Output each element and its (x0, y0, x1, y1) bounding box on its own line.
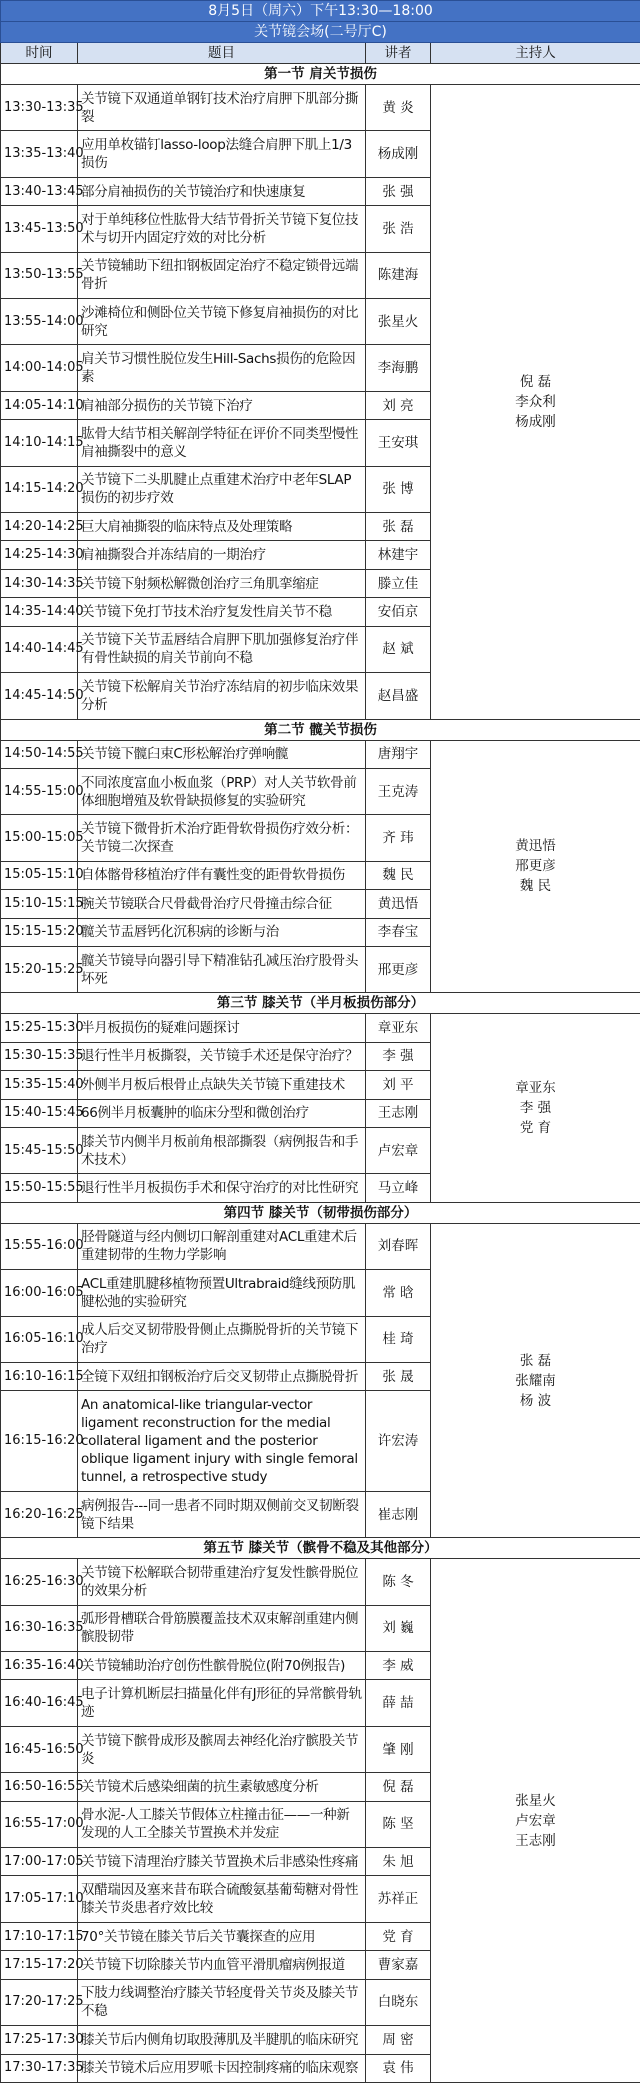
speaker-cell: 刘 平 (366, 1071, 431, 1099)
speaker-cell: 薛 喆 (366, 1680, 431, 1726)
time-cell: 16:00-16:05 (1, 1270, 78, 1316)
time-cell: 16:10-16:15 (1, 1363, 78, 1391)
topic-cell: 不同浓度富血小板血浆（PRP）对人关节软骨前体细胞增殖及软骨缺损修复的实验研究 (78, 768, 366, 814)
time-cell: 15:15-15:20 (1, 918, 78, 946)
speaker-cell: 倪 磊 (366, 1773, 431, 1801)
speaker-cell: 肇 刚 (366, 1726, 431, 1772)
speaker-cell: 王安琪 (366, 420, 431, 466)
speaker-cell: 陈 坚 (366, 1801, 431, 1847)
time-cell: 16:05-16:10 (1, 1316, 78, 1362)
topic-cell: 膝关节镜术后应用罗哌卡因控制疼痛的临床观察 (78, 2054, 366, 2082)
topic-cell: 退行性半月板撕裂，关节镜手术还是保守治疗？ (78, 1042, 366, 1070)
date-line: 8月5日（周六）下午13:30—18:00 (1, 1, 640, 22)
speaker-cell: 唐翔宇 (366, 740, 431, 768)
time-cell: 15:00-15:05 (1, 815, 78, 861)
time-cell: 15:30-15:35 (1, 1042, 78, 1070)
section-title: 第四节 膝关节（韧带损伤部分） (1, 1202, 640, 1223)
time-cell: 16:45-16:50 (1, 1726, 78, 1772)
venue-header-row (1, 22, 640, 43)
topic-cell: 关节镜下免打节技术治疗复发性肩关节不稳 (78, 598, 366, 626)
speaker-cell: 张 磊 (366, 513, 431, 541)
speaker-cell: 魏 民 (366, 861, 431, 889)
time-cell: 13:45-13:50 (1, 206, 78, 252)
topic-cell: 肱骨大结节相关解剖学特征在评价不同类型慢性肩袖撕裂中的意义 (78, 420, 366, 466)
topic-cell: 关节镜下髌骨成形及髌周去神经化治疗髌股关节炎 (78, 1726, 366, 1772)
topic-cell: 关节镜下松解联合韧带重建治疗复发性髌骨脱位的效果分析 (78, 1559, 366, 1605)
topic-cell: 关节镜下关节盂唇结合肩胛下肌加强修复治疗伴有骨性缺损的肩关节前向不稳 (78, 626, 366, 672)
topic-cell: 关节镜下清理治疗膝关节置换术后非感染性疼痛 (78, 1848, 366, 1876)
host-name: 杨成刚 (515, 413, 556, 430)
topic-cell: 退行性半月板损伤手术和保守治疗的对比性研究 (78, 1174, 366, 1202)
date-header-row (1, 1, 640, 22)
time-cell: 16:55-17:00 (1, 1801, 78, 1847)
time-cell: 17:10-17:15 (1, 1922, 78, 1950)
topic-cell: 半月板损伤的疑难问题探讨 (78, 1014, 366, 1042)
host-name: 卢宏章 (515, 1812, 556, 1829)
host-name: 张 磊 (519, 1352, 552, 1369)
speaker-cell: 王志刚 (366, 1099, 431, 1127)
speaker-cell: 马立峰 (366, 1174, 431, 1202)
host-name: 章亚东 (515, 1080, 556, 1097)
speaker-cell: 崔志刚 (366, 1491, 431, 1537)
topic-cell: 成人后交叉韧带股骨侧止点撕脱骨折的关节镜下治疗 (78, 1316, 366, 1362)
host-cell (431, 1559, 640, 2083)
topic-cell: 巨大肩袖撕裂的临床特点及处理策略 (78, 513, 366, 541)
topic-cell: 关节镜下切除膝关节内血管平滑肌瘤病例报道 (78, 1951, 366, 1979)
column-header-host: 主持人 (431, 43, 640, 64)
time-cell: 14:30-14:35 (1, 569, 78, 597)
topic-cell: 弧形骨槽联合骨筋膜覆盖技术双束解剖重建内侧髌股韧带 (78, 1605, 366, 1651)
topic-cell: 腕关节镜联合尺骨截骨治疗尺骨撞击综合征 (78, 890, 366, 918)
column-header-topic: 题目 (78, 43, 366, 64)
speaker-cell: 张 强 (366, 177, 431, 205)
column-header-time: 时间 (1, 43, 78, 64)
column-header-row (1, 43, 640, 64)
time-cell: 16:25-16:30 (1, 1559, 78, 1605)
speaker-cell: 黄迅悟 (366, 890, 431, 918)
section-title: 第一节 肩关节损伤 (1, 64, 640, 85)
speaker-cell: 黄 炎 (366, 85, 431, 131)
time-cell: 15:05-15:10 (1, 861, 78, 889)
topic-cell: 70°关节镜在膝关节后关节囊探查的应用 (78, 1922, 366, 1950)
time-cell: 15:35-15:40 (1, 1071, 78, 1099)
time-cell: 17:25-17:30 (1, 2026, 78, 2054)
venue-line: 关节镜会场(二号厅C) (1, 22, 640, 43)
host-name: 李众利 (515, 393, 556, 410)
host-name: 王志刚 (515, 1832, 556, 1849)
schedule-row (1, 1559, 640, 1605)
time-cell: 14:35-14:40 (1, 598, 78, 626)
topic-cell: 下肢力线调整治疗膝关节轻度骨关节炎及膝关节不稳 (78, 1979, 366, 2025)
topic-cell: 关节镜术后感染细菌的抗生素敏感度分析 (78, 1773, 366, 1801)
time-cell: 17:15-17:20 (1, 1951, 78, 1979)
speaker-cell: 张 博 (366, 466, 431, 512)
topic-cell: 沙滩椅位和侧卧位关节镜下修复肩袖损伤的对比研究 (78, 299, 366, 345)
host-cell (431, 1223, 640, 1537)
speaker-cell: 陈建海 (366, 252, 431, 298)
topic-cell: 髋关节盂唇钙化沉积病的诊断与治 (78, 918, 366, 946)
speaker-cell: 党 育 (366, 1922, 431, 1950)
speaker-cell: 王克涛 (366, 768, 431, 814)
topic-cell: 全镜下双纽扣钢板治疗后交叉韧带止点撕脱骨折 (78, 1363, 366, 1391)
schedule-row (1, 1014, 640, 1042)
speaker-cell: 曹家嘉 (366, 1951, 431, 1979)
topic-cell: 关节镜下双通道单钢钉技术治疗肩胛下肌部分撕裂 (78, 85, 366, 131)
topic-cell: 外侧半月板后根骨止点缺失关节镜下重建技术 (78, 1071, 366, 1099)
topic-cell: 电子计算机断层扫描量化伴有J形征的异常髌骨轨迹 (78, 1680, 366, 1726)
topic-cell: 病例报告---同一患者不同时期双侧前交叉韧断裂镜下结果 (78, 1491, 366, 1537)
time-cell: 13:50-13:55 (1, 252, 78, 298)
host-name: 魏 民 (519, 878, 552, 895)
time-cell: 16:30-16:35 (1, 1605, 78, 1651)
time-cell: 17:00-17:05 (1, 1848, 78, 1876)
speaker-cell: 刘 巍 (366, 1605, 431, 1651)
speaker-cell: 袁 伟 (366, 2054, 431, 2082)
host-name: 邢更彦 (515, 858, 556, 875)
time-cell: 15:25-15:30 (1, 1014, 78, 1042)
host-name: 李 强 (519, 1100, 552, 1117)
speaker-cell: 赵 斌 (366, 626, 431, 672)
host-name: 张耀南 (515, 1372, 556, 1389)
speaker-cell: 齐 玮 (366, 815, 431, 861)
speaker-cell: 章亚东 (366, 1014, 431, 1042)
time-cell: 16:20-16:25 (1, 1491, 78, 1537)
topic-cell: An anatomical-like triangular-vector ligament reconstruction for the medial collateral ligament and the posterior oblique ligament injury with single femoral tunnel, a retrospective study (78, 1391, 366, 1491)
time-cell: 14:20-14:25 (1, 513, 78, 541)
speaker-cell: 邢更彦 (366, 946, 431, 992)
topic-cell: 关节镜下松解肩关节治疗冻结肩的初步临床效果分析 (78, 673, 366, 719)
speaker-cell: 李海鹏 (366, 345, 431, 391)
speaker-cell: 杨成刚 (366, 131, 431, 177)
speaker-cell: 张 晟 (366, 1363, 431, 1391)
time-cell: 13:40-13:45 (1, 177, 78, 205)
time-cell: 15:40-15:45 (1, 1099, 78, 1127)
speaker-cell: 桂 琦 (366, 1316, 431, 1362)
time-cell: 17:20-17:25 (1, 1979, 78, 2025)
speaker-cell: 白晓东 (366, 1979, 431, 2025)
speaker-cell: 常 晗 (366, 1270, 431, 1316)
host-name: 杨 波 (519, 1392, 552, 1409)
speaker-cell: 苏祥正 (366, 1876, 431, 1922)
speaker-cell: 李春宝 (366, 918, 431, 946)
topic-cell: ACL重建肌腱移植物预置Ultrabraid缝线预防肌腱松弛的实验研究 (78, 1270, 366, 1316)
time-cell: 13:30-13:35 (1, 85, 78, 131)
schedule-row (1, 85, 640, 131)
time-cell: 14:25-14:30 (1, 541, 78, 569)
section-header-row (1, 1202, 640, 1223)
speaker-cell: 朱 旭 (366, 1848, 431, 1876)
time-cell: 15:50-15:55 (1, 1174, 78, 1202)
topic-cell: 骨水泥-人工膝关节假体立柱撞击征——一种新发现的人工全膝关节置换术并发症 (78, 1801, 366, 1847)
time-cell: 15:20-15:25 (1, 946, 78, 992)
time-cell: 16:40-16:45 (1, 1680, 78, 1726)
section-header-row (1, 64, 640, 85)
topic-cell: 关节镜下微骨折术治疗距骨软骨损伤疗效分析：关节镜二次探查 (78, 815, 366, 861)
topic-cell: 髋关节镜导向器引导下精准钻孔减压治疗股骨头坏死 (78, 946, 366, 992)
topic-cell: 应用单枚锚钉lasso-loop法缝合肩胛下肌上1/3损伤 (78, 131, 366, 177)
speaker-cell: 许宏涛 (366, 1391, 431, 1491)
time-cell: 14:15-14:20 (1, 466, 78, 512)
speaker-cell: 刘 亮 (366, 391, 431, 419)
speaker-cell: 卢宏章 (366, 1127, 431, 1173)
section-title: 第三节 膝关节（半月板损伤部分） (1, 993, 640, 1014)
section-header-row (1, 993, 640, 1014)
speaker-cell: 赵昌盛 (366, 673, 431, 719)
topic-cell: 关节镜下射频松解微创治疗三角肌挛缩症 (78, 569, 366, 597)
topic-cell: 对于单纯移位性肱骨大结节骨折关节镜下复位技术与切开内固定疗效的对比分析 (78, 206, 366, 252)
topic-cell: 66例半月板囊肿的临床分型和微创治疗 (78, 1099, 366, 1127)
speaker-cell: 滕立佳 (366, 569, 431, 597)
time-cell: 16:35-16:40 (1, 1652, 78, 1680)
time-cell: 15:10-15:15 (1, 890, 78, 918)
topic-cell: 肩袖部分损伤的关节镜下治疗 (78, 391, 366, 419)
topic-cell: 自体髂骨移植治疗伴有囊性变的距骨软骨损伤 (78, 861, 366, 889)
topic-cell: 肩关节习惯性脱位发生Hill-Sachs损伤的危险因素 (78, 345, 366, 391)
time-cell: 15:55-16:00 (1, 1223, 78, 1269)
topic-cell: 双醋瑞因及塞来昔布联合硫酸氨基葡萄糖对骨性膝关节炎患者疗效比较 (78, 1876, 366, 1922)
time-cell: 14:45-14:50 (1, 673, 78, 719)
host-cell (431, 85, 640, 720)
section-title: 第五节 膝关节（髌骨不稳及其他部分） (1, 1538, 640, 1559)
host-cell (431, 740, 640, 993)
topic-cell: 关节镜辅助治疗创伤性髌骨脱位(附70例报告) (78, 1652, 366, 1680)
schedule-row (1, 740, 640, 768)
speaker-cell: 周 密 (366, 2026, 431, 2054)
time-cell: 15:45-15:50 (1, 1127, 78, 1173)
speaker-cell: 张 浩 (366, 206, 431, 252)
speaker-cell: 陈 冬 (366, 1559, 431, 1605)
topic-cell: 膝关节后内侧角切取股薄肌及半腱肌的临床研究 (78, 2026, 366, 2054)
time-cell: 14:05-14:10 (1, 391, 78, 419)
section-header-row (1, 719, 640, 740)
topic-cell: 关节镜辅助下纽扣钢板固定治疗不稳定锁骨远端骨折 (78, 252, 366, 298)
time-cell: 17:30-17:35 (1, 2054, 78, 2082)
time-cell: 14:10-14:15 (1, 420, 78, 466)
column-header-speaker: 讲者 (366, 43, 431, 64)
topic-cell: 胫骨隧道与经内侧切口解剖重建对ACL重建术后重建韧带的生物力学影响 (78, 1223, 366, 1269)
time-cell: 14:40-14:45 (1, 626, 78, 672)
time-cell: 14:55-15:00 (1, 768, 78, 814)
speaker-cell: 李 威 (366, 1652, 431, 1680)
section-title: 第二节 髋关节损伤 (1, 719, 640, 740)
time-cell: 13:55-14:00 (1, 299, 78, 345)
time-cell: 13:35-13:40 (1, 131, 78, 177)
time-cell: 16:50-16:55 (1, 1773, 78, 1801)
speaker-cell: 李 强 (366, 1042, 431, 1070)
host-name: 倪 磊 (519, 373, 552, 390)
section-header-row (1, 1538, 640, 1559)
topic-cell: 关节镜下髋臼束C形松解治疗弹响髋 (78, 740, 366, 768)
speaker-cell: 刘春晖 (366, 1223, 431, 1269)
schedule-row (1, 1223, 640, 1269)
topic-cell: 部分肩袖损伤的关节镜治疗和快速康复 (78, 177, 366, 205)
host-name: 张星火 (515, 1792, 556, 1809)
topic-cell: 膝关节内侧半月板前角根部撕裂（病例报告和手术技术） (78, 1127, 366, 1173)
host-name: 党 育 (519, 1120, 552, 1137)
time-cell: 17:05-17:10 (1, 1876, 78, 1922)
time-cell: 14:50-14:55 (1, 740, 78, 768)
speaker-cell: 安佰京 (366, 598, 431, 626)
host-name: 黄迅悟 (515, 838, 556, 855)
time-cell: 16:15-16:20 (1, 1391, 78, 1491)
speaker-cell: 张星火 (366, 299, 431, 345)
host-cell (431, 1014, 640, 1202)
speaker-cell: 林建宇 (366, 541, 431, 569)
topic-cell: 关节镜下二头肌腱止点重建术治疗中老年SLAP损伤的初步疗效 (78, 466, 366, 512)
topic-cell: 肩袖撕裂合并冻结肩的一期治疗 (78, 541, 366, 569)
time-cell: 14:00-14:05 (1, 345, 78, 391)
